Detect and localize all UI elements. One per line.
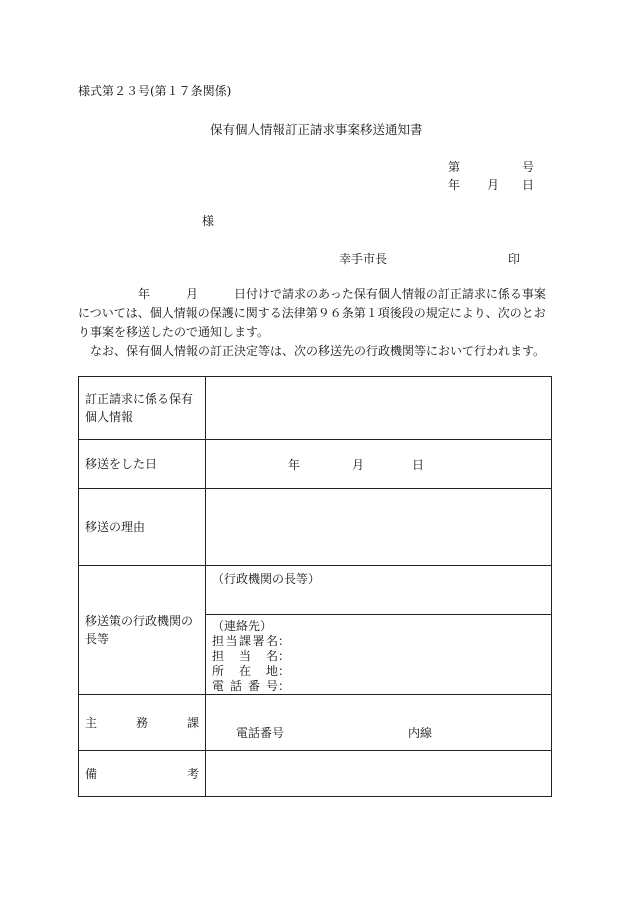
table-row (79, 695, 552, 751)
addressee: 様 (202, 214, 215, 228)
transfer-date-month: 月 (352, 457, 365, 472)
sender-name: 幸手市長 (339, 252, 388, 266)
table-row (79, 489, 552, 566)
transfer-date-year: 年 (288, 457, 301, 472)
section-phone-label: 電話番号 (236, 726, 285, 740)
transfer-date-day: 日 (412, 457, 425, 472)
transfer-info-table (78, 376, 552, 797)
value-personal-info (206, 377, 552, 440)
form-number: 様式第２３号(第１７条関係) (78, 84, 232, 98)
destination-head-label: （行政機関の長等） (212, 572, 321, 586)
table-row (79, 440, 552, 489)
contact-person-line: 担 当 名 ： (212, 649, 291, 663)
table-row (79, 566, 552, 615)
value-contact (206, 615, 552, 695)
value-responsible-section (206, 695, 552, 751)
label-transfer-reason: 移送の理由 (79, 489, 206, 566)
p1-rest: 日付けで請求のあった保有個人情報の訂正請求に係る事案については、個人情報の保護に関する法律第９６条第１項後段の規定により、次のとおり事案を移送したので通知します。 (78, 287, 546, 339)
p1-year: 年 (138, 287, 151, 301)
label-destination: 移送策の行政機関の長等 (79, 566, 206, 695)
value-transfer-date (206, 440, 552, 489)
label-personal-info: 訂正請求に係る保有個人情報 (79, 377, 206, 440)
contact-phone-line: 電 話 番 号 ： (212, 679, 291, 693)
document-title: 保有個人情報訂正請求事案移送通知書 (210, 122, 423, 137)
value-destination-head (206, 566, 552, 615)
issue-date-day: 日 (522, 178, 535, 192)
notice-body (78, 285, 556, 361)
doc-number-prefix: 第 (448, 160, 461, 174)
notice-paragraph-1 (78, 285, 556, 342)
table-row (79, 377, 552, 440)
table-row (79, 751, 552, 797)
seal-mark: 印 (508, 252, 521, 266)
section-extension-label: 内線 (408, 726, 433, 740)
issue-date-month: 月 (487, 178, 500, 192)
issue-date-year: 年 (448, 178, 461, 192)
label-responsible-section: 主 務 課 (79, 695, 206, 751)
value-transfer-reason (206, 489, 552, 566)
notice-paragraph-2: なお、保有個人情報の訂正決定等は、次の移送先の行政機関等において行われます。 (90, 344, 546, 358)
contact-dept-line: 担 当 課 署 名 ： (212, 634, 291, 648)
contact-address-line: 所 在 地 ： (212, 664, 291, 678)
label-remarks: 備 考 (79, 751, 206, 797)
label-transfer-date: 移送をした日 (79, 440, 206, 489)
p1-month: 月 (186, 287, 199, 301)
contact-title: （連絡先） (212, 619, 273, 633)
value-remarks (206, 751, 552, 797)
doc-number-suffix: 号 (522, 160, 535, 174)
